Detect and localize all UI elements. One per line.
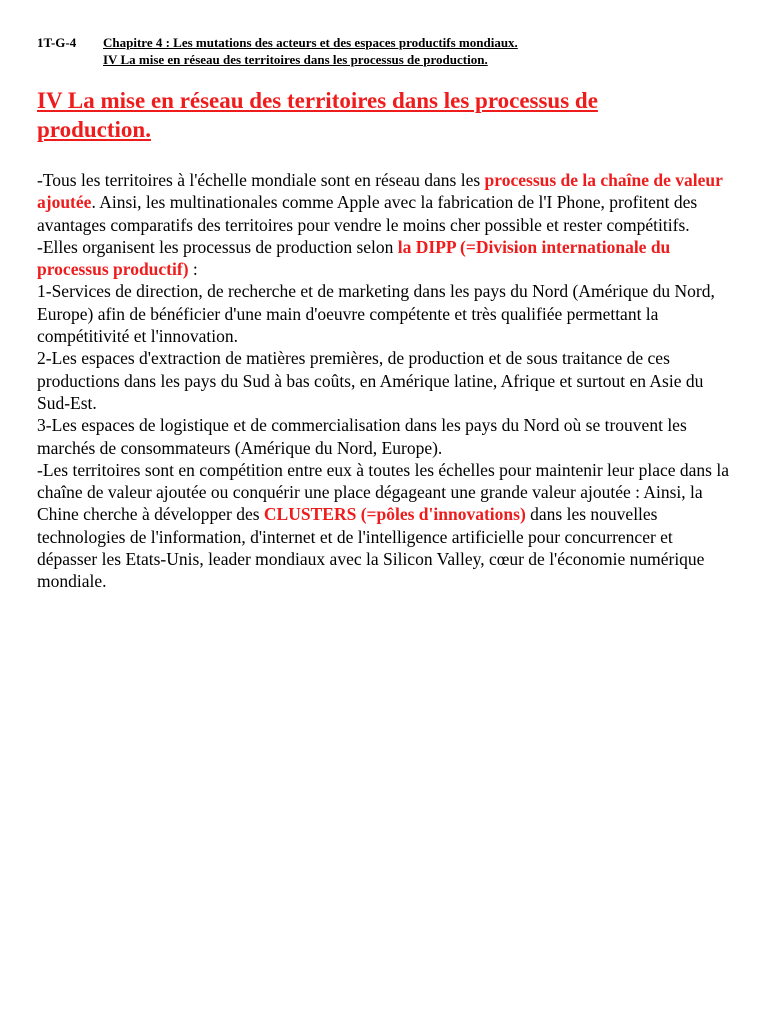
highlight-value-chain: processus de la chaîne de valeur ajoutée — [37, 170, 723, 213]
paragraph-1 — [37, 169, 737, 236]
highlight-dipp: la DIPP (=Division internationale du processus productif) — [37, 236, 671, 280]
paragraph-4: 2-Les espaces d'extraction de matières premières, de production et de sous traitance de ces productions dans les pays du Sud à bas coûts, en Amérique latine, Afrique et surtout en Asie du Sud-Est. — [37, 348, 704, 413]
paragraph-1-text-b: . Ainsi, les multinationales comme Apple avec la fabrication de l'I Phone, profitent des avantages comparatifs des territoires pour vendre le moins cher possible et rester compétitifs. — [37, 192, 698, 235]
header-titles — [103, 34, 518, 68]
paragraph-5: 3-Les espaces de logistique et de commercialisation dans les pays du Nord où se trouvent les marchés de consommateurs (Amérique du Nord, Europe). — [37, 415, 687, 458]
paragraph-2-text-a: -Elles organisent les processus de production selon — [37, 236, 398, 257]
highlight-clusters: CLUSTERS (=pôles d'innovations) — [263, 504, 526, 525]
section-title: IV La mise en réseau des territoires dans les processus de production. — [37, 88, 598, 142]
chapter-title: Chapitre 4 : Les mutations des acteurs et des espaces productifs mondiaux. — [103, 35, 518, 50]
paragraph-6 — [37, 459, 737, 593]
paragraph-6-text-a: -Les territoires sont en compétition entre eux à toutes les échelles pour maintenir leur place dans la chaîne de valeur ajoutée ou conquérir une place dégageant une grande valeur ajoutée : Ainsi, la Chine cherche à développer des — [37, 459, 729, 525]
paragraph-2-text-b: : — [188, 259, 198, 280]
paragraph-2 — [37, 236, 737, 281]
paragraph-3: 1-Services de direction, de recherche et de marketing dans les pays du Nord (Amérique du Nord, Europe) afin de bénéficier d'une main d'oeuvre compétente et très qualifiée permettant la compétitivité et l'innovation. — [37, 281, 715, 347]
course-code: 1T-G-4 — [37, 35, 77, 50]
paragraph-1-text-a: -Tous les territoires à l'échelle mondiale sont en réseau dans les — [37, 170, 485, 190]
body-text — [37, 169, 737, 593]
paragraph-6-text-b: dans les nouvelles technologies de l'information, d'internet et de l'intelligence artificielle pour concurrencer et dépasser les Etats-Unis, leader mondiaux avec la Silicon Valley, cœur de l'économie numérique mondiale. — [37, 504, 705, 592]
section-subtitle: IV La mise en réseau des territoires dans les processus de production. — [103, 52, 488, 67]
